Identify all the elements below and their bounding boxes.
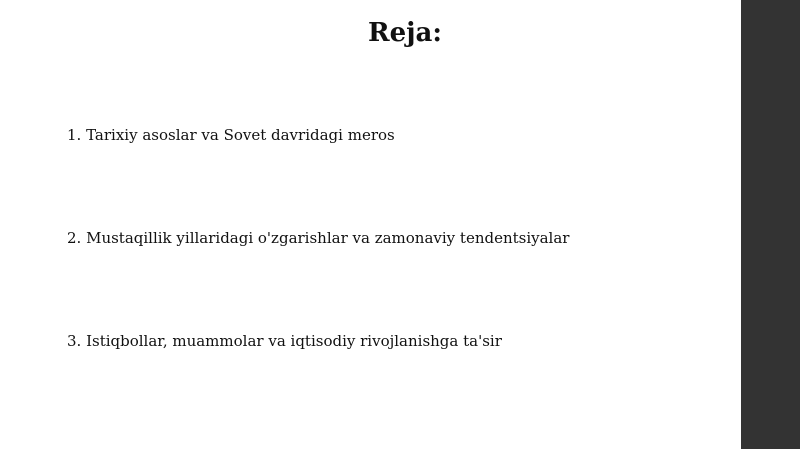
slide-title: Reja: [367,18,442,48]
plan-item-3: 3. Istiqbollar, muammolar va iqtisodiy rivojlanishga ta'sir [67,332,502,350]
plan-item-1: 1. Tarixiy asoslar va Sovet davridagi meros [67,126,395,144]
plan-item-2: 2. Mustaqillik yillaridagi o'zgarishlar va zamonaviy tendentsiyalar [67,229,570,247]
side-panel [741,0,800,449]
